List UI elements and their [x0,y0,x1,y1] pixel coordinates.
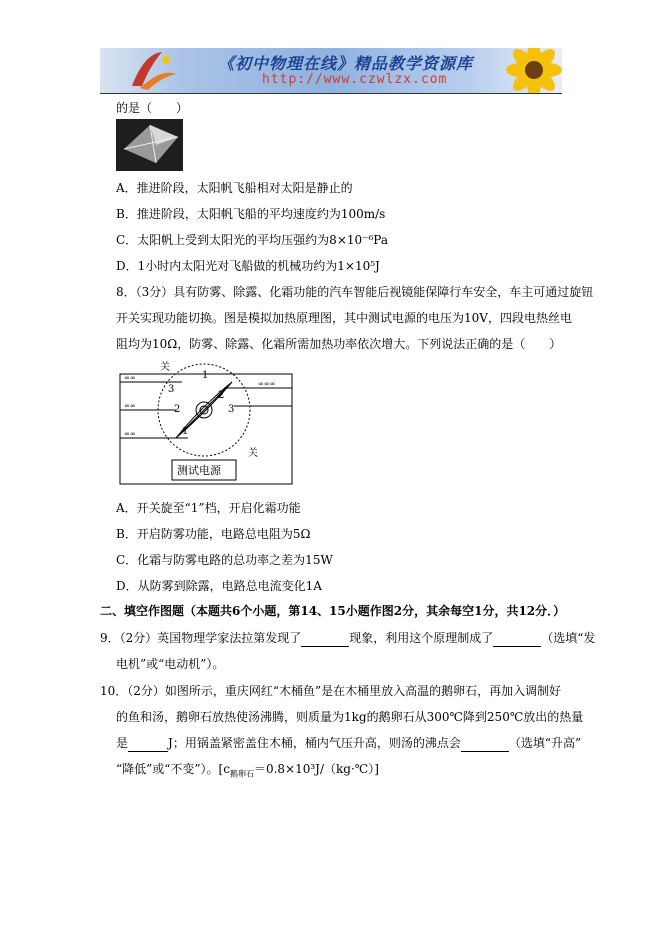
q9-part2: 现象，利用这个原理制成了 [349,631,494,645]
q9-blank-1[interactable] [301,630,349,647]
svg-text:∞∞: ∞∞ [124,374,136,382]
q7-option-b: B．推进阶段，太阳帆飞船的平均速度约为100m/s [116,207,386,221]
q9-blank-2[interactable] [493,630,541,647]
svg-text:∞∞: ∞∞ [124,430,136,438]
q8-line3: 阻均为10Ω，防雾、除露、化霜所需加热功率依次增大。下列说法正确的是（ ） [116,337,562,351]
section-2-heading: 二、填空作图题（本题共6个小题，第14、15小题作图2分，其余每空1分，共12分．） [100,604,566,618]
q8-line2: 开关实现功能切换。图是模拟加热原理图，其中测试电源的电压为10V，四段电热丝电 [116,311,572,325]
q9-line2: 电机”或“电动机”）。 [116,657,225,671]
q7-stem-tail: 的是（ ） [116,101,189,115]
header-url[interactable]: http://www.czwlzx.com [262,72,448,87]
q8-line1: 8．（3分）具有防雾、除露、化霜功能的汽车智能后视镜能保障行车安全，车主可通过旋钮 [116,285,594,299]
q7-option-a: A．推进阶段，太阳帆飞船相对太阳是静止的 [116,181,353,195]
svg-text:∞∞∞: ∞∞∞ [258,380,276,388]
q7-option-c: C．太阳帆上受到太阳光的平均压强约为8×10⁻⁶Pa [116,233,388,247]
contact-3-right: 3 [228,404,235,415]
q10-line4-sub: 鹅卵石 [229,769,254,779]
header-rule [100,93,562,94]
q10-line3-c: （选填“升高” [508,736,582,750]
contact-3-left: 3 [168,384,175,395]
logo-icon [122,48,182,93]
q9-line1 [100,630,595,647]
q10-line4 [116,761,379,782]
q8-option-a: A．开关旋至“1”档，开启化霜功能 [116,501,301,515]
q9-part1: 9．（2分）英国物理学家法拉第发现了 [100,631,302,645]
q10-blank-1[interactable] [128,735,168,752]
header-title: 《初中物理在线》精品教学资源库 [218,54,474,73]
q10-line4-a: “降低”或“不变”）。[c [116,762,230,776]
switch-label-bottom: 关 [248,448,258,459]
q8-option-b: B．开启防雾功能，电路总电阻为5Ω [116,527,311,541]
q8-option-d: D．从防雾到除露，电路总电流变化1A [116,579,322,593]
heating-circuit-diagram [116,360,298,488]
header-banner [100,48,562,93]
q10-line3-b: J；用锅盖紧密盖住木桶，桶内气压升高，则汤的沸点会 [168,736,461,750]
sunflower-icon [482,48,562,93]
contact-1-bottom: 1 [182,426,189,437]
q10-line3 [116,735,581,752]
q9-part3: （选填“发 [541,631,596,645]
test-power-label: 测试电源 [177,464,221,477]
contact-2-left: 2 [174,404,181,415]
q10-line1: 10．（2分）如图所示，重庆网红“木桶鱼”是在木桶里放入高温的鹅卵石，再加入调制好 [100,684,562,698]
q10-blank-2[interactable] [461,735,509,752]
q7-option-d: D．1小时内太阳光对飞船做的机械功约为1×10⁵J [116,259,380,273]
svg-text:∞∞: ∞∞ [124,402,136,410]
q10-line4-b: ＝0.8×10³J/（kg·℃）] [253,762,379,776]
contact-2-right: 2 [218,390,225,401]
solar-sail-photo [116,119,183,171]
contact-1-top: 1 [202,370,209,381]
q10-line3-a: 是 [116,736,129,750]
q8-option-c: C．化霜与防雾电路的总功率之差为15W [116,553,333,567]
q10-line2: 的鱼和汤，鹅卵石放热使汤沸腾，则质量为1kg的鹅卵石从300℃降到250℃放出的热量 [116,710,584,724]
switch-label-top: 关 [160,362,170,373]
